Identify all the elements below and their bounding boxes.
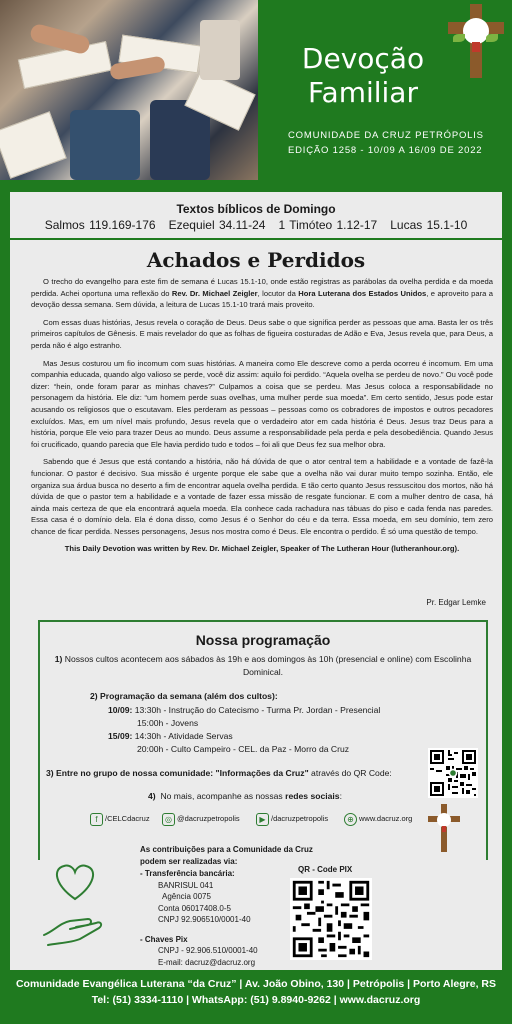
photo-hand (109, 55, 166, 80)
bank-cnpj: CNPJ 92.906510/0001-40 (158, 915, 251, 924)
program-name: Hora Luterana dos Estados Unidos (298, 288, 427, 298)
social-label: www.dacruz.org (359, 814, 413, 823)
pix-email: E-mail: dacruz@dacruz.org (158, 957, 256, 967)
group-name: "Informações da Cruz" (215, 768, 309, 778)
program-item-2 (90, 690, 278, 703)
text: As contribuições para a Comunidade da Cruz (140, 845, 313, 854)
bank-transfer-info (140, 868, 258, 968)
author-name: Rev. Dr. Michael Zeigler (171, 288, 258, 298)
schedule-day (108, 704, 448, 756)
footer-contacts: Tel: (51) 3334-1110 | WhatsApp: (51) 9.8940-9262 | www.dacruz.org (91, 994, 421, 1006)
text: , e aproveito para a devoção dessa semana. Sem dúvida, a leitura de Lucas 15.1-10 trará mais proveito. (31, 288, 494, 310)
instagram-link[interactable] (162, 812, 240, 826)
program-item-4 (148, 790, 342, 803)
header-subtitle (288, 128, 508, 158)
text: podem ser realizadas via: (140, 856, 238, 866)
globe-icon: ⊕ (344, 813, 357, 826)
community-name: COMUNIDADE DA CRUZ PETRÓPOLIS (288, 130, 484, 141)
website-link[interactable] (344, 812, 412, 826)
text: - Chaves Pix (140, 934, 188, 944)
article-author: Pr. Edgar Lemke (426, 598, 486, 607)
schedule-entry: 15:00h - Jovens (137, 718, 199, 728)
text: 2) Programação da semana (além dos cultos): (90, 691, 278, 701)
schedule-entry: 13:30h - Instrução do Catecismo - Turma Pr. Jordan - Presencial (134, 705, 381, 715)
photo-book (0, 111, 67, 179)
article-paragraph: Sabendo que é Jesus que está contando a história, não há dúvida de que o ator central tem a habilidade e a vontade de fazê-la funcionar. O pastor é decisivo. Sua missão é urgente porque ele sabe que a ovelha não vai durar muito tempo sozinha. Então, ele organiza sua árdua busca no deserto a fim de encontrar aquela ovelha perdida. E tão certo quanto Jesus ressuscitou dos mortos, não há dúvida de que o pastor tem a habilidade e a vontade de fazer essa missão de resgate funcionar. E com a mulher dentro de casa, há ainda mais certeza de que ela encontrará aquela moeda. Ela conhece cada rachadura nas tábuas do piso e cada fenda nas paredes. Essa casa é o domínio dela. Ela é dona disso, como Jesus é o Senhor do céu e da terra. Essa moeda, em seu domínio, tem zero chance de ficar perdida. Nesses personagens, Jesus nos mostra como é Deus. Ele encontra o perdido. É só uma questão de tempo. (31, 457, 493, 536)
youtube-icon: ▶ (256, 813, 269, 826)
pix-cnpj: CNPJ - 92.906.510/0001-40 (158, 946, 258, 955)
text: através do QR Code: (308, 768, 392, 778)
program-item-3 (46, 767, 392, 780)
text: - Transferência bancária: (140, 869, 235, 878)
text: 3) Entre no grupo de nossa comunidade: (46, 768, 216, 778)
header-title-area (258, 0, 512, 180)
title-line-2: Familiar (308, 76, 418, 109)
church-cross-logo-icon (448, 4, 504, 78)
pix-qr-label: QR - Code PIX (298, 865, 353, 874)
text: No mais, acompanhe as nossas (160, 791, 286, 801)
program-title: Nossa programação (195, 632, 331, 648)
text: , locutor da (257, 288, 299, 298)
social-label: /CELCdacruz (105, 814, 150, 823)
footer-address: Comunidade Evangélica Luterana “da Cruz” | Av. João Obino, 130 | Petrópolis | Porto Alegre, RS (15, 978, 497, 990)
reading-item: Ezequiel 34.11-24 (168, 218, 266, 232)
content-panel (10, 192, 502, 970)
text: Nossos cultos acontecem aos sábados às 19h e aos domingos às 10h (presencial e online) com Escolinha Dominical. (64, 654, 472, 677)
article-paragraph: Mas Jesus costurou um fio incomum com suas histórias. A maneira como Ele descreve como a perda ocorreu é incomum. Em uma companhia educada, quando algo valioso se perde, você diz assim: aquilo foi perdido. “Aquela ovelha se perdeu de novo.” Ou você pode dizer: “hein, onde foram parar as minhas chaves?” Culpamos a coisa que se perdeu. Mas Jesus coloca a responsabilidade no personagem da história. Ele diz: “um homem perde suas ovelhas, uma mulher perde sua moeda”. Em certo sentido, Jesus pode estar acusando os religiosos que o escutavam. Eles perderam as pessoas – pessoas como os cobradores de impostos e outros pecadores excluídos. Mas, em um nível mais profundo, Jesus revela que o verdadeiro ator em cada história é Deus. Jesus traz Deus para a história, porque Ele veio para trazer Deus ao mundo. Deus assume a responsabilidade pela perda e pela desobediência. Quando Jesus foi crucificado, quando parecia que Ele havia perdido tudo e todos – foi ali que Deus fez sua melhor obra. (31, 358, 493, 449)
photo-jeans (70, 110, 140, 180)
heart-hand-icon (40, 857, 110, 947)
social-label: @dacruzpetropolis (177, 814, 240, 823)
reading-item: 1 Timóteo 1.12-17 (278, 218, 378, 232)
instagram-icon: ◎ (162, 813, 175, 826)
title-line-1: Devoção (301, 42, 425, 75)
bank-account: Conta 06017408.0-5 (158, 903, 231, 913)
schedule-date: 10/09: (108, 705, 133, 715)
bank-agency: Agência 0075 (162, 892, 211, 901)
header (0, 0, 512, 180)
facebook-icon: f (90, 813, 103, 826)
reading-item: Lucas 15.1-10 (390, 218, 468, 232)
social-label: /dacruzpetropolis (271, 814, 329, 823)
readings-list (10, 218, 502, 232)
text: redes sociais (285, 791, 340, 801)
photo-sleeve (200, 20, 240, 80)
page-title (288, 42, 438, 110)
article-paragraph: Com essas duas histórias, Jesus revela o coração de Deus. Deus sabe o que significa perder as pessoas que ama. Basta ler os três primeiros capítulos de Gênesis. E mais revelador do que as folhas de figueira costuradas de Adão e Eva, Jesus revela que, para Deus, a perda não é algo estranho. (31, 317, 493, 350)
article-credit: This Daily Devotion was written by Rev. Dr. Michael Zeigler, Speaker of The Lutheran Hour (lutheranhour.org). (64, 544, 460, 554)
readings-title: Textos bíblicos de Domingo (176, 202, 336, 216)
schedule-entry: 20:00h - Culto Campeiro - CEL. da Paz - Morro da Cruz (137, 744, 350, 754)
schedule-entry: 14:30h - Atividade Servas (134, 731, 233, 741)
article-body (31, 276, 493, 561)
contributions-heading (140, 844, 313, 867)
item-number: 4) (148, 791, 156, 801)
footer (0, 976, 512, 1008)
whatsapp-group-qr-code[interactable] (428, 748, 478, 798)
facebook-link[interactable] (90, 812, 150, 826)
text: O trecho do evangelho para este fim de semana é Lucas 15.1-10, onde estão registras as parábolas da ovelha perdida e da moeda perdida. Achei oportuna uma reflexão do (31, 277, 493, 298)
text: : (339, 791, 342, 801)
pix-qr-code[interactable] (290, 878, 372, 960)
schedule-date: 15/09: (108, 731, 133, 741)
bank-name: BANRISUL 041 (158, 880, 214, 890)
item-number: 1) (54, 654, 63, 664)
edition-info: EDIÇÃO 1258 - 10/09 A 16/09 DE 2022 (288, 145, 483, 156)
church-cross-logo-icon (428, 804, 460, 852)
article-paragraph (31, 276, 493, 311)
article-title: Achados e Perdidos (146, 248, 366, 272)
reading-item: Salmos 119.169-176 (44, 218, 156, 232)
youtube-link[interactable] (256, 812, 328, 826)
divider (10, 238, 502, 240)
bible-study-photo (0, 0, 258, 180)
program-item-1 (40, 653, 486, 679)
